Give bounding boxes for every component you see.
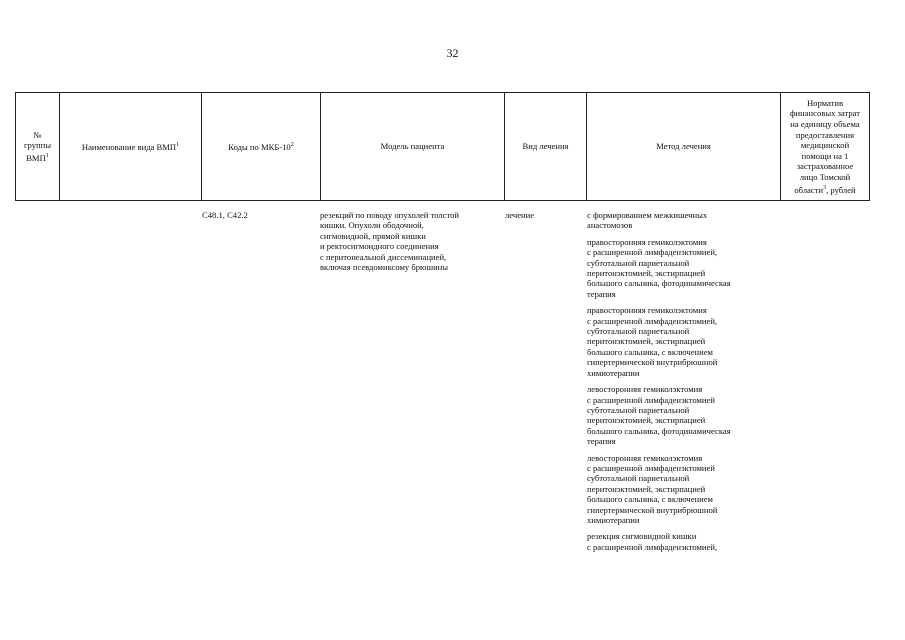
norm-line-text: области	[794, 184, 824, 195]
method-item	[587, 305, 782, 378]
method-line: терапия	[587, 436, 616, 447]
method-line: с расширенной лимфаденэктомией,	[587, 541, 718, 552]
method-item	[587, 453, 782, 526]
method-line: субтотальной париетальной	[587, 404, 690, 415]
method-line: анастомозов	[587, 220, 633, 231]
norm-line: помощи на 1	[801, 150, 849, 161]
footnote-mark: 2	[290, 142, 294, 149]
method-line: большого сальника, с включением	[587, 494, 713, 505]
patient-model-line: кишки. Опухоли ободочной,	[320, 220, 424, 231]
patient-model-cell	[320, 210, 510, 272]
norm-line	[782, 183, 868, 195]
norm-line: Норматив	[806, 97, 844, 108]
method-item	[587, 531, 782, 552]
method-line: большого сальника, с включением	[587, 346, 713, 357]
patient-model-line: сигмовидной, прямой кишки	[320, 230, 426, 241]
header-financial-norm	[781, 93, 870, 201]
header-vmp-name	[60, 93, 202, 201]
norm-line: предоставления	[795, 129, 855, 140]
header-patient-model: Модель пациента	[321, 93, 505, 201]
method-line: резекция сигмовидной кишки	[587, 531, 697, 542]
method-item	[587, 210, 782, 231]
header-vmp-name-text: Наименование вида ВМП	[81, 142, 177, 153]
method-line: перитонэктомией, экстирпацией	[587, 415, 706, 426]
method-line: левосторонняя гемиколэктомия	[587, 384, 703, 395]
header-icd-codes-text: Коды по МКБ-10	[228, 142, 291, 153]
method-line: субтотальной париетальной	[587, 257, 690, 268]
method-line: с формированием межкишечных	[587, 210, 708, 220]
method-line: гипертермической внутрибрюшной	[587, 504, 718, 515]
header-group-number-line3	[17, 151, 58, 163]
method-line: большого сальника, фотодинамическая	[587, 425, 731, 436]
method-line: правосторонняя гемиколэктомия	[587, 236, 707, 247]
method-line: перитонэктомией, экстирпацией	[587, 268, 706, 279]
header-group-number	[16, 93, 60, 201]
icd-codes-cell: C48.1, C42.2	[202, 210, 248, 220]
header-icd-codes	[202, 93, 321, 201]
table-header	[15, 92, 870, 201]
method-line: перитонэктомией, экстирпацией	[587, 336, 706, 347]
header-treatment-type: Вид лечения	[505, 93, 587, 201]
norm-line: застрахованное	[796, 161, 854, 172]
norm-line: медицинской	[800, 140, 850, 151]
method-item	[587, 384, 782, 446]
patient-model-line: резекций по поводу опухолей толстой	[320, 210, 460, 220]
norm-line: финансовых затрат	[789, 108, 861, 119]
method-line: субтотальной париетальной	[587, 473, 690, 484]
norm-line: на единицу объема	[790, 119, 860, 130]
norm-line: лицо Томской	[799, 172, 851, 183]
method-line: правосторонняя гемиколэктомия	[587, 305, 707, 316]
header-treatment-method: Метод лечения	[587, 93, 781, 201]
method-line: гипертермической внутрибрюшной	[587, 357, 718, 368]
header-group-number-line1: №	[33, 129, 42, 140]
method-line: субтотальной париетальной	[587, 326, 690, 337]
method-line: с расширенной лимфаденэктомией	[587, 462, 715, 473]
page-number: 32	[446, 46, 459, 60]
method-line: с расширенной лимфаденэктомией,	[587, 315, 718, 326]
patient-model-line: с перитонеальной диссеминацией,	[320, 251, 447, 262]
header-group-number-text: ВМП	[26, 152, 46, 163]
footnote-mark: 3	[823, 184, 827, 191]
norm-line-tail: , рублей	[826, 184, 856, 195]
patient-model-line: и ректосигмоидного соединения	[320, 241, 439, 252]
method-line: большого сальника, фотодинамическая	[587, 278, 731, 289]
treatment-method-cell	[587, 210, 782, 558]
patient-model-line: включая псевдомиксому брюшины	[320, 262, 449, 273]
method-line: химиотерапии	[587, 514, 640, 525]
method-line: левосторонняя гемиколэктомия	[587, 452, 703, 463]
method-line: химиотерапии	[587, 367, 640, 378]
method-line: с расширенной лимфаденэктомией,	[587, 247, 718, 258]
footnote-mark: 1	[45, 152, 49, 159]
method-line: перитонэктомией, экстирпацией	[587, 483, 706, 494]
method-line: терапия	[587, 288, 616, 299]
header-group-number-line2: группы	[24, 140, 51, 151]
method-line: с расширенной лимфаденэктомией	[587, 394, 715, 405]
footnote-mark: 1	[176, 142, 180, 149]
method-item	[587, 237, 782, 299]
treatment-type-cell: лечение	[505, 210, 535, 220]
